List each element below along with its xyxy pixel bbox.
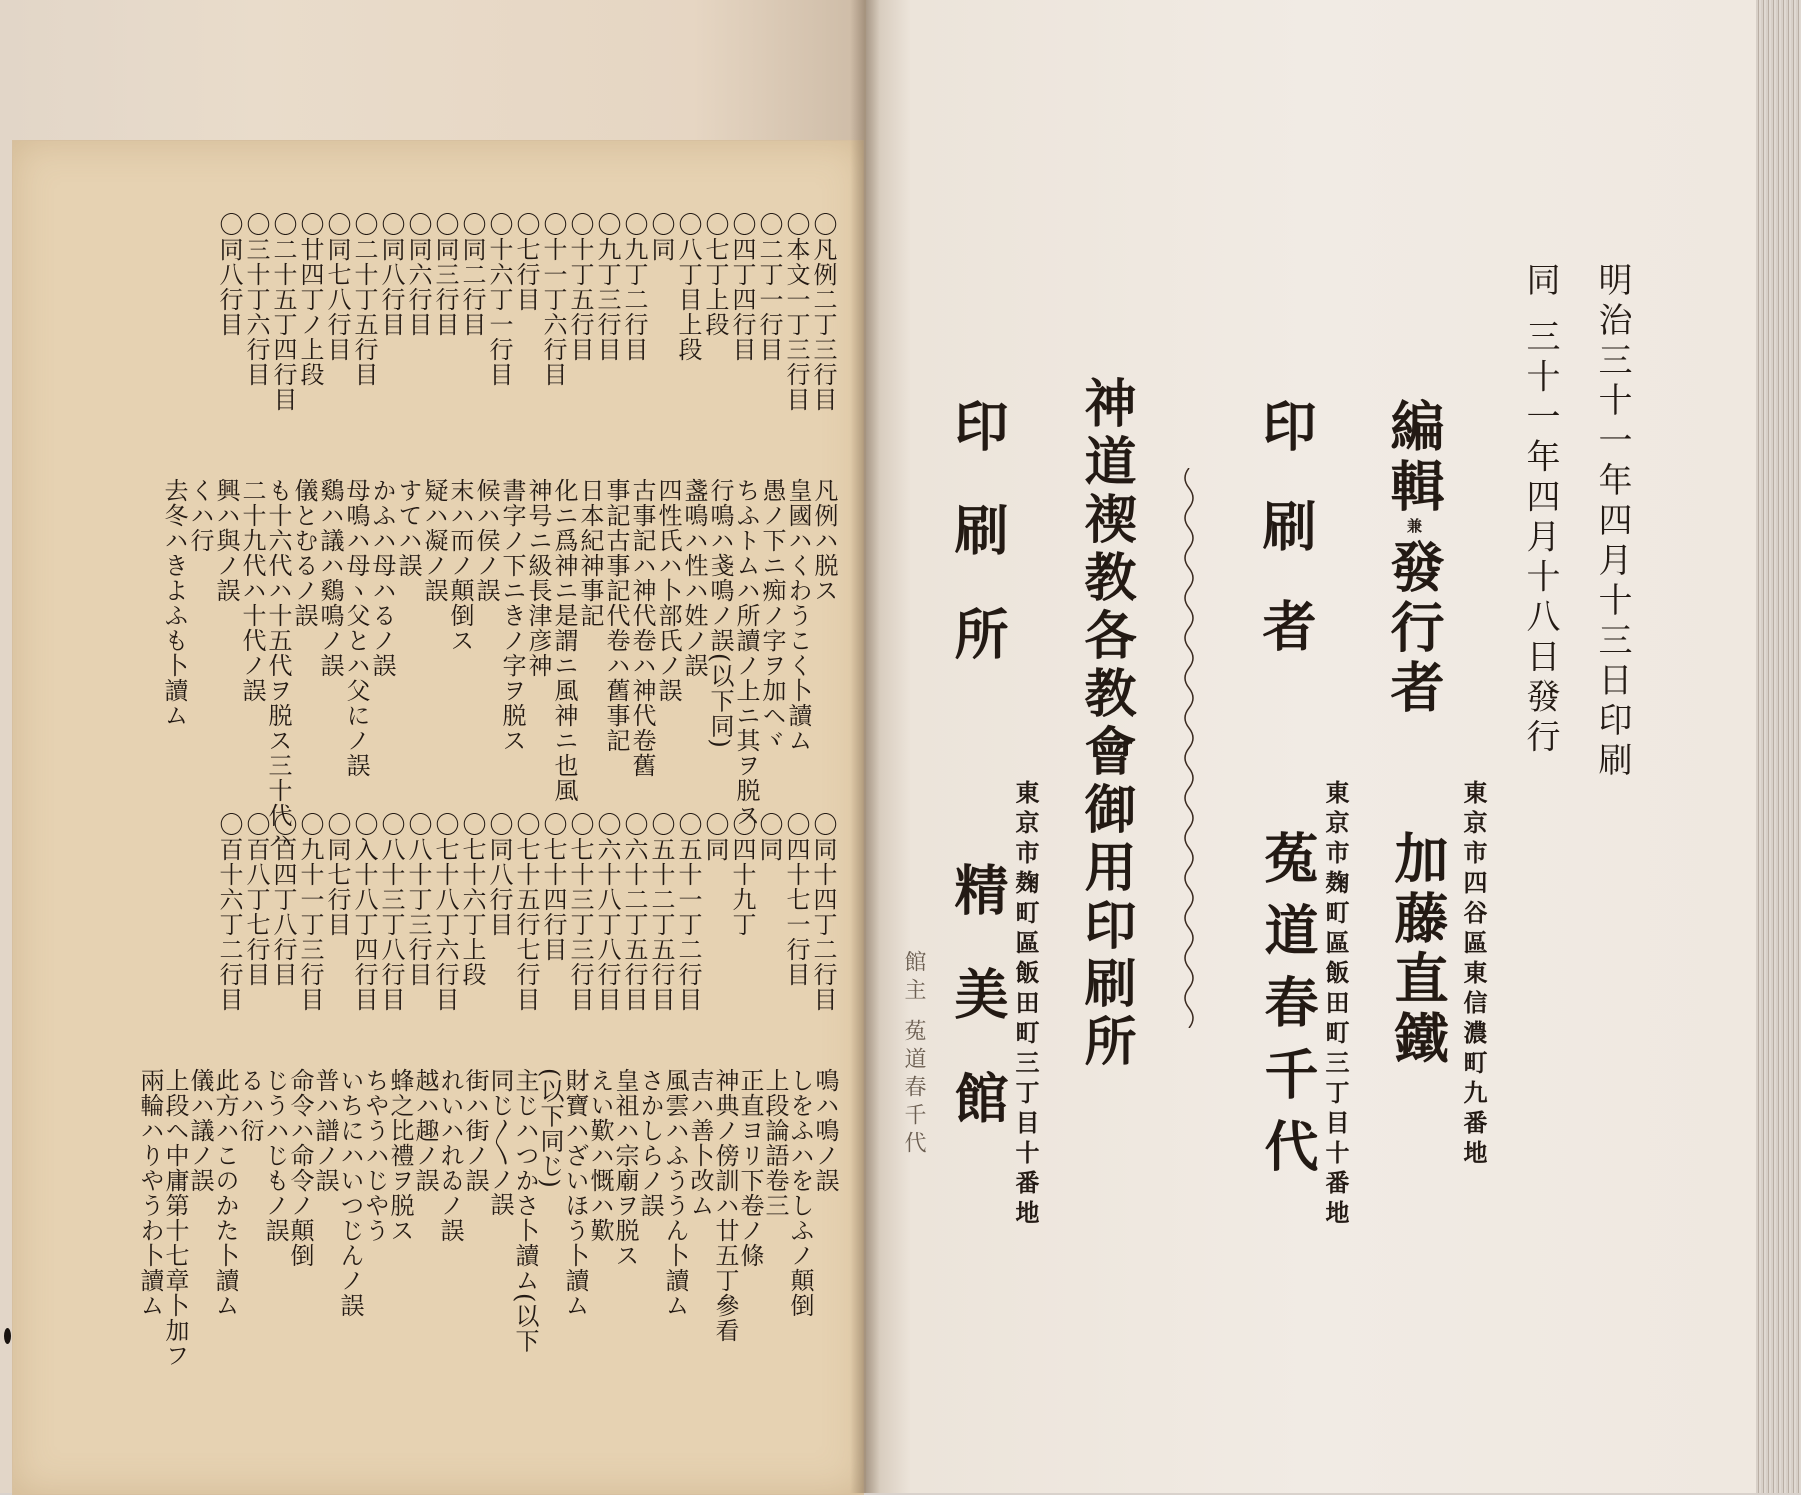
errata-mid-column-8: 事記古事記代卷ハ舊事記 bbox=[602, 478, 630, 753]
errata-mid-column-10: 化ニ爲神ニ是謂ニ風神ニ也風 bbox=[550, 478, 578, 803]
errata-top-column-5: 〇八丁目上段 bbox=[674, 212, 702, 362]
errata-top-column-22: 〇同八行目 bbox=[215, 212, 243, 337]
errata-bottom-column-19: 〇九十一丁三行目 bbox=[296, 812, 324, 1012]
errata-top-column-11: 〇七行目 bbox=[512, 212, 540, 312]
errata-bottom-column-13: 〇七十六丁上段 bbox=[458, 812, 486, 987]
errata-low-column-16: 越ハ趣ノ誤 bbox=[411, 1068, 439, 1193]
errata-bottom-column-15: 〇八十丁三行目 bbox=[404, 812, 432, 987]
page-edges bbox=[1756, 0, 1801, 1493]
errata-low-column-0: 鳴ハ鳴ノ誤 bbox=[811, 1068, 839, 1193]
errata-mid-column-24: くハ行 bbox=[186, 478, 214, 553]
errata-bottom-column-20: 〇百四丁八行目 bbox=[269, 812, 297, 987]
errata-bottom-column-4: 〇同 bbox=[701, 812, 729, 862]
errata-top-column-18: 〇同七八行目 bbox=[323, 212, 351, 362]
errata-bottom-column-16: 〇八十三丁八行目 bbox=[377, 812, 405, 1012]
errata-top-column-13: 〇同二行目 bbox=[458, 212, 486, 337]
errata-low-column-11: (以下同じ) bbox=[536, 1068, 564, 1189]
errata-bottom-column-18: 〇同七行目 bbox=[323, 812, 351, 937]
errata-low-column-5: 吉ハ善卜改ム bbox=[686, 1068, 714, 1218]
errata-top-column-21: 〇三十丁六行目 bbox=[242, 212, 270, 387]
errata-low-column-3: 正直ヨリ下卷ノ條 bbox=[736, 1068, 764, 1268]
errata-low-column-20: 普ハ譜ノ誤 bbox=[311, 1068, 339, 1193]
errata-low-column-6: 風雲ハふううん卜讀ム bbox=[661, 1068, 689, 1318]
errata-bottom-column-8: 〇六十八丁八行目 bbox=[593, 812, 621, 1012]
errata-top-column-3: 〇四丁四行目 bbox=[728, 212, 756, 362]
errata-low-column-25: 儀ハ議ノ誤 bbox=[186, 1068, 214, 1193]
errata-mid-column-21: も十六代ハ十五代ヲ脱ス三十代ハ bbox=[264, 478, 292, 853]
errata-low-column-13: 同じ〳〵ノ誤 bbox=[486, 1068, 514, 1217]
printer-address: 東京市麹町區飯田町三丁目十番地 bbox=[1321, 780, 1350, 1230]
errata-mid-column-5: 盞鳴ハ性ハ姓ノ誤 bbox=[680, 478, 708, 678]
errata-top-column-8: 〇九丁三行目 bbox=[593, 212, 621, 362]
errata-bottom-column-10: 〇七十四行目 bbox=[539, 812, 567, 962]
printer-name: 菟道春千代 bbox=[1256, 830, 1320, 1190]
errata-mid-column-17: かふハ母ハるノ誤 bbox=[368, 478, 396, 678]
errata-top-column-9: 〇十丁五行目 bbox=[566, 212, 594, 362]
errata-bottom-column-11: 〇七十五行七行目 bbox=[512, 812, 540, 1012]
errata-low-column-2: 上段論語卷三 bbox=[761, 1068, 789, 1218]
errata-low-column-18: ちやうハじやう bbox=[361, 1068, 389, 1243]
errata-mid-column-15: 疑ハ凝ノ誤 bbox=[420, 478, 448, 603]
editor-name: 加藤直鐵 bbox=[1386, 830, 1450, 1070]
editor-label: 編輯兼發行者 bbox=[1382, 398, 1446, 719]
errata-bottom-column-22: 〇百十六丁二行目 bbox=[215, 812, 243, 1012]
editor-address: 東京市四谷區東信濃町九番地 bbox=[1459, 780, 1488, 1170]
errata-bottom-column-3: 〇四十九丁 bbox=[728, 812, 756, 937]
errata-mid-column-11: 神号ニ級長津彦神 bbox=[524, 478, 552, 678]
errata-low-column-8: 皇祖ハ宗廟ヲ脱ス bbox=[611, 1068, 639, 1268]
errata-mid-column-18: 母鳴ハ母ヽ父とハ父にノ誤 bbox=[342, 478, 370, 778]
errata-bottom-column-7: 〇六十二丁五行目 bbox=[620, 812, 648, 1012]
errata-low-column-17: 蜂之比禮ヲ脱ス bbox=[386, 1068, 414, 1243]
printer-label: 印刷者 bbox=[1254, 398, 1318, 698]
errata-top-column-2: 〇二丁一行目 bbox=[755, 212, 783, 362]
errata-bottom-column-0: 〇同十四丁二行目 bbox=[809, 812, 837, 1012]
errata-top-column-1: 〇本文一丁三行目 bbox=[782, 212, 810, 412]
errata-mid-column-12: 書字ノ下ニきノ字ヲ脱ス bbox=[498, 478, 526, 753]
errata-top-column-16: 〇同八行目 bbox=[377, 212, 405, 337]
errata-bottom-column-9: 〇七十三丁三行目 bbox=[566, 812, 594, 1012]
errata-low-column-27: 兩輪ハりやうわ卜讀ム bbox=[136, 1068, 164, 1318]
errata-bottom-column-1: 〇四十七一行目 bbox=[782, 812, 810, 987]
errata-top-column-17: 〇二十丁五行目 bbox=[350, 212, 378, 387]
errata-mid-column-2: 愚ノ下ニ痴ノ字ヲ加ヘヾ bbox=[758, 478, 786, 753]
errata-low-column-24: 此方ハこのかた卜讀ム bbox=[211, 1068, 239, 1318]
errata-mid-column-20: 儀とむるノ誤 bbox=[290, 478, 318, 628]
errata-low-column-9: えい歎ハ慨ハ歎 bbox=[586, 1068, 614, 1243]
errata-low-column-7: さかしらノ誤 bbox=[636, 1068, 664, 1218]
print-shop-address: 東京市麹町區飯田町三丁目十番地 bbox=[1011, 780, 1040, 1230]
errata-bottom-column-21: 〇百八丁七行目 bbox=[242, 812, 270, 987]
errata-top-column-0: 〇凡例二丁三行目 bbox=[809, 212, 837, 412]
errata-top-column-4: 〇七丁上段 bbox=[701, 212, 729, 337]
errata-bottom-column-12: 〇同八行目 bbox=[485, 812, 513, 937]
errata-mid-column-23: 興ハ與ノ誤 bbox=[212, 478, 240, 603]
errata-mid-column-13: 候ハ侯ノ誤 bbox=[472, 478, 500, 603]
errata-mid-column-1: 皇國ハくわうこく卜讀ム bbox=[784, 478, 812, 753]
book-gutter bbox=[850, 0, 880, 1493]
errata-mid-column-16: すてハ誤 bbox=[394, 478, 422, 578]
stray-mark bbox=[4, 1328, 11, 1344]
printed-date: 明治三十一年四月十三日印刷 bbox=[1592, 262, 1632, 782]
errata-mid-column-25: 去冬ハきよふも卜讀ム bbox=[160, 478, 188, 728]
errata-mid-column-6: 四性氏ハ卜部氏ノ誤 bbox=[654, 478, 682, 703]
errata-low-column-15: れいハれゐノ誤 bbox=[436, 1068, 464, 1243]
owner: 館主 菟道春千代 bbox=[901, 950, 926, 1159]
errata-mid-column-22: 二十九代ハ十代ノ誤 bbox=[238, 478, 266, 703]
errata-low-column-23: るハ衍 bbox=[236, 1068, 264, 1143]
errata-mid-column-14: 末ハ而ノ顛倒ス bbox=[446, 478, 474, 653]
errata-top-column-12: 〇十六丁一行目 bbox=[485, 212, 513, 387]
print-shop-name: 精美館 bbox=[946, 862, 1010, 1174]
errata-top-column-14: 〇同三行目 bbox=[431, 212, 459, 337]
errata-top-column-19: 〇廿四丁ノ上段 bbox=[296, 212, 324, 387]
errata-bottom-column-2: 〇同 bbox=[755, 812, 783, 862]
errata-low-column-14: 街ハ街ノ誤 bbox=[461, 1068, 489, 1193]
errata-mid-column-7: 古事記ハ神代卷ハ神代卷舊 bbox=[628, 478, 656, 778]
errata-mid-column-0: 凡例ハ脱ス bbox=[810, 478, 838, 603]
errata-top-column-10: 〇十一丁六行目 bbox=[539, 212, 567, 387]
purpose-line: 神道禊教各教會御用印刷所 bbox=[1075, 376, 1136, 1072]
errata-mid-column-9: 日本紀神事記 bbox=[576, 478, 604, 628]
errata-bottom-column-5: 〇五十一丁二行目 bbox=[674, 812, 702, 1012]
errata-bottom-column-6: 〇五十二丁五行目 bbox=[647, 812, 675, 1012]
errata-top-column-6: 〇同 bbox=[647, 212, 675, 262]
errata-low-column-4: 神典ノ傍訓ハ廿五丁參看 bbox=[711, 1068, 739, 1343]
errata-top-column-15: 〇同六行目 bbox=[404, 212, 432, 337]
errata-bottom-column-17: 〇入十八丁四行目 bbox=[350, 812, 378, 1012]
print-shop-label: 印刷所 bbox=[946, 398, 1010, 710]
errata-low-column-12: 主じハつかさ卜讀ム(以下 bbox=[511, 1068, 539, 1354]
issued-date: 同 三十一年四月十八日發行 bbox=[1520, 262, 1560, 759]
errata-low-column-19: いちにハいつじんノ誤 bbox=[336, 1068, 364, 1318]
errata-low-column-1: しをふハをしふノ顛倒 bbox=[786, 1068, 814, 1318]
errata-top-column-7: 〇九丁二行目 bbox=[620, 212, 648, 362]
errata-low-column-10: 財寶ハざいほう卜讀ム bbox=[561, 1068, 589, 1318]
errata-bottom-column-14: 〇七十八丁六行目 bbox=[431, 812, 459, 1012]
errata-low-column-21: 命令ハ命令ノ顛倒 bbox=[286, 1068, 314, 1268]
errata-top-column-20: 〇二十五丁四行目 bbox=[269, 212, 297, 412]
errata-mid-column-19: 鷄ハ議ハ鷄鳴ノ誤 bbox=[316, 478, 344, 678]
wavy-divider bbox=[1178, 468, 1200, 1028]
errata-low-column-22: じうハじもノ誤 bbox=[261, 1068, 289, 1243]
errata-mid-column-4: 行鳴ハ戔鳴ノ誤(以下同) bbox=[706, 478, 734, 749]
errata-mid-column-3: ちふトムハ所讀ノ上ニ其ヲ脱ス bbox=[732, 478, 760, 828]
errata-low-column-26: 上段ヘ中庸第十七章卜加フ bbox=[161, 1068, 189, 1368]
